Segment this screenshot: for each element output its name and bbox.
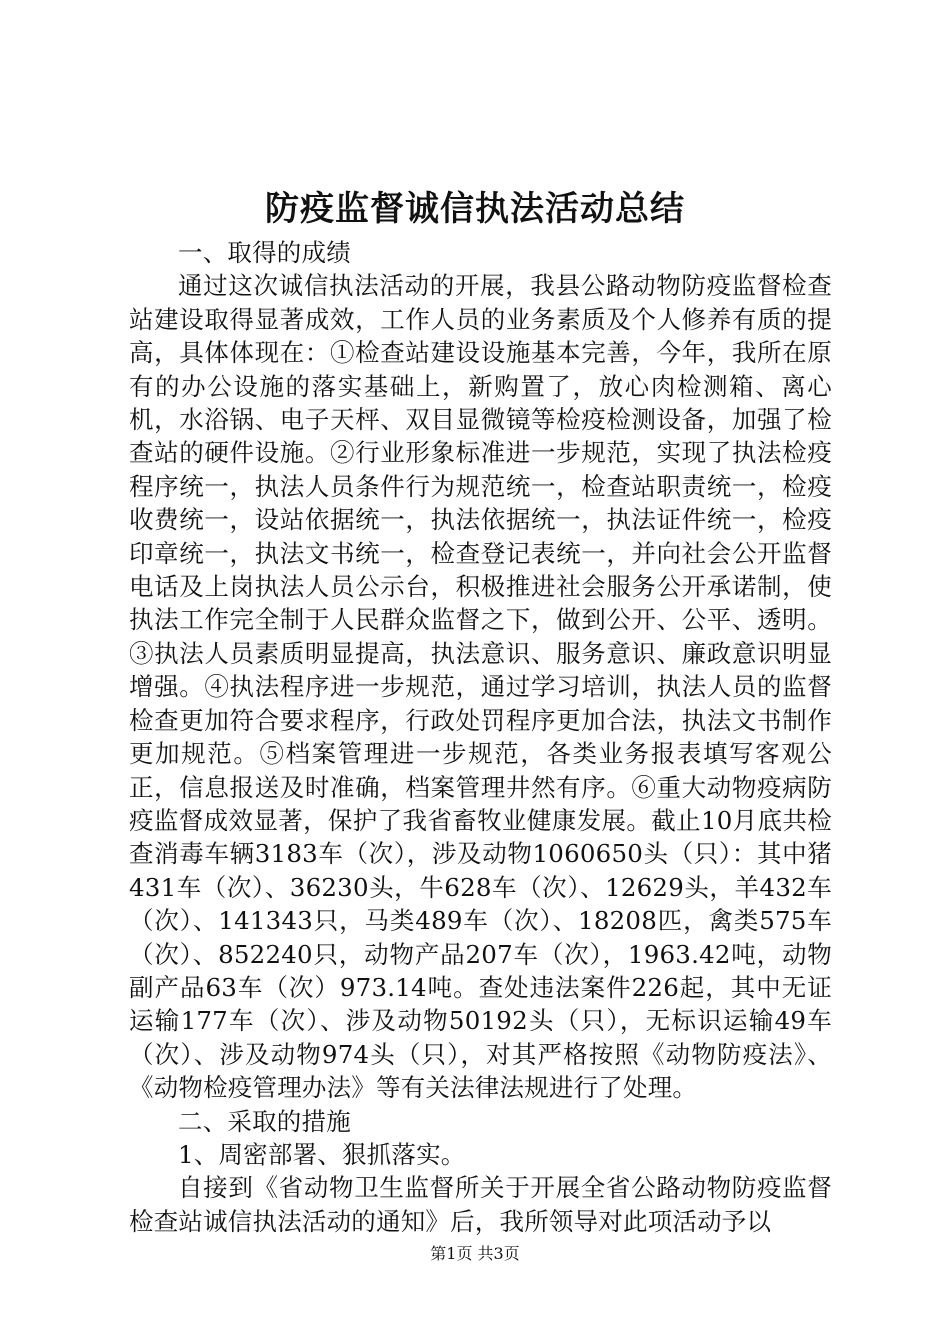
- section-heading-measures: 二、采取的措施: [178, 1106, 351, 1136]
- page-footer: 第1页 共3页: [430, 1244, 520, 1263]
- section-heading-achievements: 一、取得的成绩: [178, 238, 351, 267]
- document-body: [129, 236, 832, 1238]
- paragraph-deployment: 自接到《省动物卫生监督所关于开展全省公路动物防疫监督检查站诚信执法活动的通知》后，我所领导对此项活动予以: [129, 1173, 832, 1236]
- document-title: 防疫监督诚信执法活动总结: [265, 189, 685, 229]
- paragraph-achievements: 通过这次诚信执法活动的开展，我县公路动物防疫监督检查站建设取得显著成效，工作人员的业务素质及个人修养有质的提高，具体体现在：①检查站建设设施基本完善，今年，我所在原有的办公设施的落实基础上，新购置了，放心肉检测箱、离心机，水浴锅、电子天枰、双目显微镜等检疫检测设备，加强了检查站的硬件设施。②行业形象标准进一步规范，实现了执法检疫程序统一，执法人员条件行为规范统一，检查站职责统一，检疫收费统一，设站依据统一，执法依据统一，执法证件统一，检疫印章统一，执法文书统一，检查登记表统一，并向社会公开监督电话及上岗执法人员公示台，积极推进社会服务公开承诺制，使执法工作完全制于人民群众监督之下，做到公开、公平、透明。③执法人员素质明显提高，执法意识、服务意识、廉政意识明显增强。④执法程序进一步规范，通过学习培训，执法人员的监督检查更加符合要求程序，行政处罚程序更加合法，执法文书制作更加规范。⑤档案管理进一步规范，各类业务报表填写客观公正，信息报送及时准确，档案管理井然有序。⑥重大动物疫病防疫监督成效显著，保护了我省畜牧业健康发展。截止10月底共检查消毒车辆3183车（次），涉及动物1060650头（只）：其中猪431车（次）、36230头，牛628车（次）、12629头，羊432车（次）、141343只，马类489车（次）、18208匹，禽类575车（次）、852240只，动物产品207车（次），1963.42吨，动物副产品63车（次）973.14吨。查处违法案件226起，其中无证运输177车（次）、涉及动物50192头（只），无标识运输49车（次）、涉及动物974头（只），对其严格按照《动物防疫法》、《动物检疫管理办法》等有关法律法规进行了处理。: [129, 271, 832, 1103]
- subheading-deployment: 1、周密部署、狠抓落实。: [178, 1139, 466, 1169]
